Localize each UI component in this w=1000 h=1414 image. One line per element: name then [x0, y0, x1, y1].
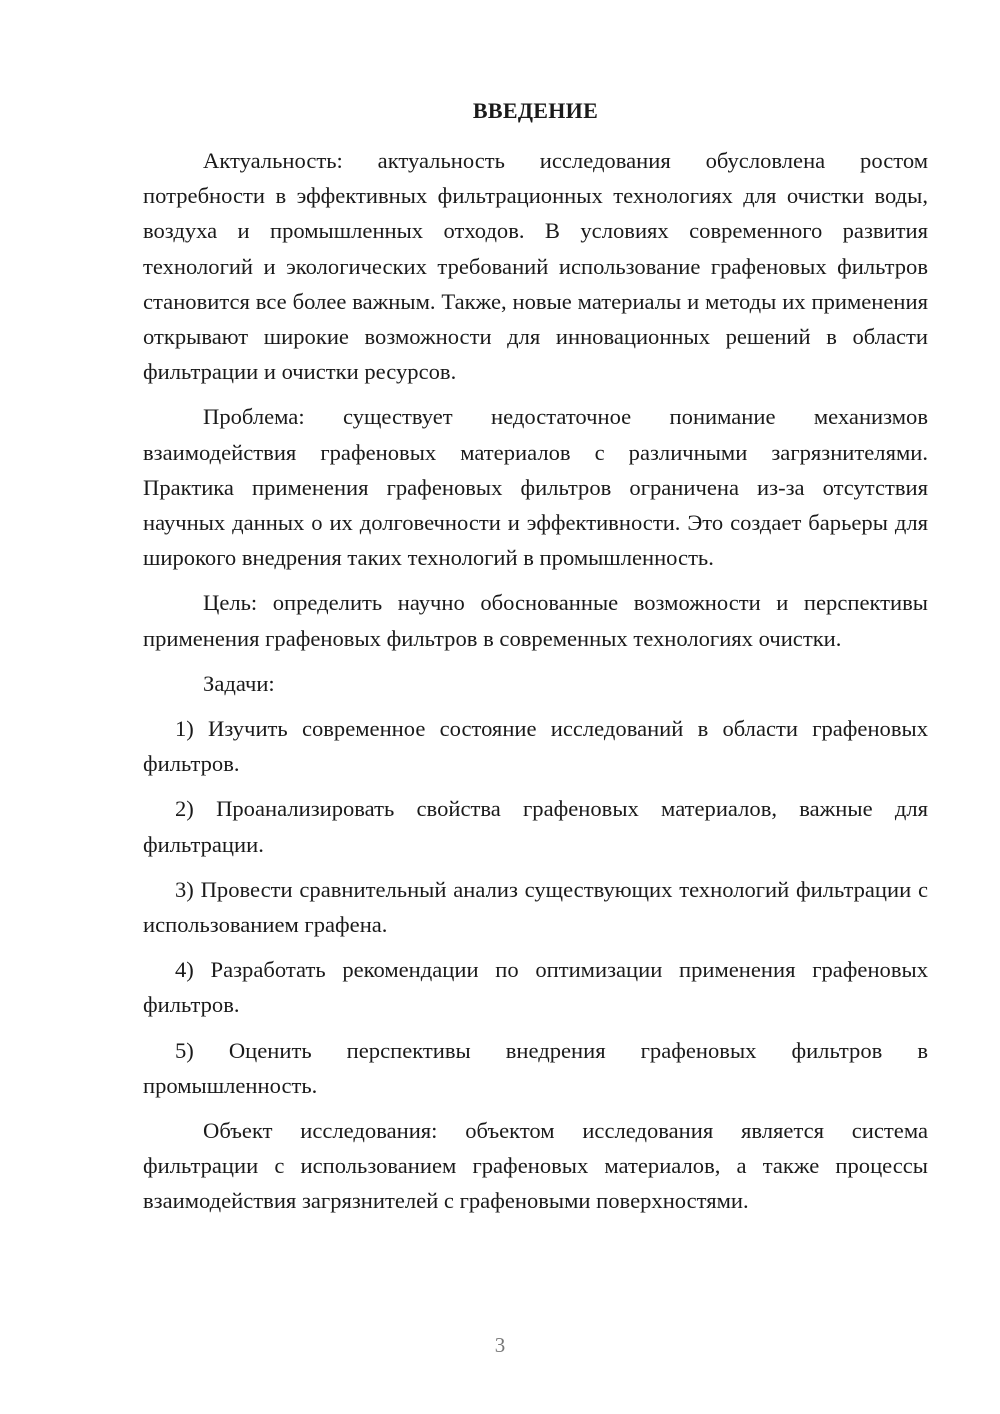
paragraph-relevance: Актуальность: актуальность исследования обусловлена ростом потребности в эффективных фильтрационных технологиях для очистки воды, воздуха и промышленных отходов. В условиях современного развития технологий и экологических требований использование графеновых фильтров становится все более важным. Также, новые материалы и методы их применения открывают широкие возможности для инновационных решений в области фильтрации и очистки ресурсов. — [143, 148, 928, 385]
task-item-1: 1) Изучить современное состояние исследований в области графеновых фильтров. — [143, 716, 928, 777]
paragraph-goal: Цель: определить научно обоснованные возможности и перспективы применения графеновых фильтров в современных технологиях очистки. — [143, 590, 928, 651]
paragraph-object: Объект исследования: объектом исследования является система фильтрации с использованием графеновых материалов, а также процессы взаимодействия загрязнителей с графеновыми поверхностями. — [143, 1118, 928, 1214]
tasks-heading: Задачи: — [203, 670, 275, 696]
task-item-3: 3) Провести сравнительный анализ существующих технологий фильтрации с использованием графена. — [143, 876, 928, 938]
section-title: ВВЕДЕНИЕ — [472, 98, 599, 123]
body-text — [143, 143, 928, 1229]
task-item-5: 5) Оценить перспективы внедрения графеновых фильтров в промышленность. — [143, 1037, 928, 1098]
paragraph-problem: Проблема: существует недостаточное понимание механизмов взаимодействия графеновых материалов с различными загрязнителями. Практика применения графеновых фильтров ограничена из-за отсутствия научных данных о их долговечности и эффективности. Это создает барьеры для широкого внедрения таких технологий в промышленность. — [143, 404, 928, 571]
task-item-4: 4) Разработать рекомендации по оптимизации применения графеновых фильтров. — [143, 957, 928, 1018]
task-item-2: 2) Проанализировать свойства графеновых материалов, важные для фильтрации. — [143, 796, 928, 857]
page-number: 3 — [494, 1333, 506, 1357]
